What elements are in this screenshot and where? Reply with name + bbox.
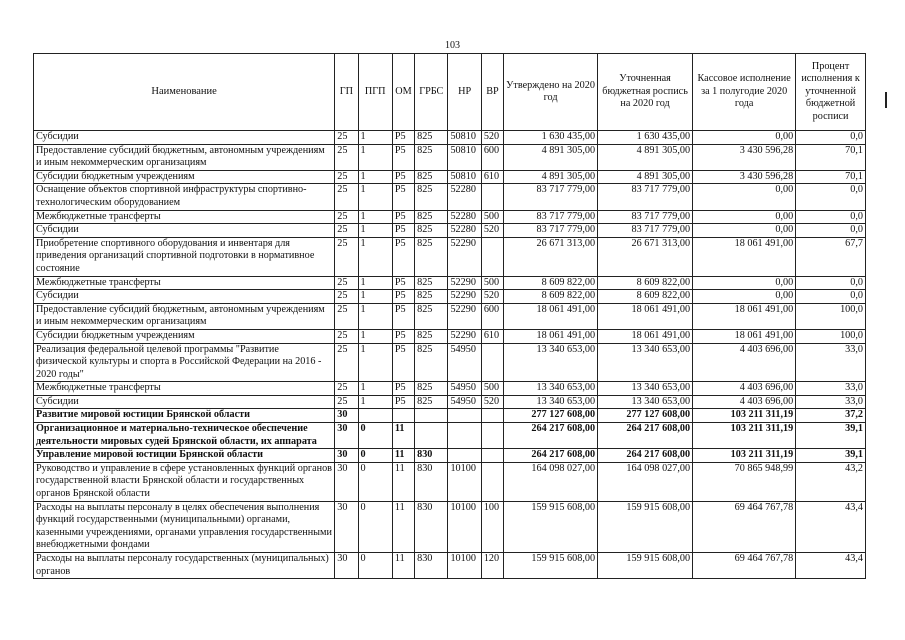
header-approved: Утверждено на 2020 год bbox=[504, 54, 598, 131]
table-row bbox=[34, 170, 866, 184]
row-vr bbox=[481, 449, 503, 463]
row-name: Субсидии bbox=[34, 224, 335, 238]
row-gp: 30 bbox=[335, 501, 358, 552]
row-vr: 610 bbox=[481, 329, 503, 343]
row-om: P5 bbox=[392, 184, 414, 210]
row-grbs bbox=[415, 409, 448, 423]
row-percent: 33,0 bbox=[796, 343, 866, 382]
row-refined: 159 915 608,00 bbox=[598, 553, 693, 579]
row-percent: 43,4 bbox=[796, 501, 866, 552]
row-name: Руководство и управление в сфере установленных функций органов государственной власти Брянской области и государственных органов Брянской области bbox=[34, 462, 335, 501]
row-vr bbox=[481, 409, 503, 423]
row-refined: 18 061 491,00 bbox=[598, 329, 693, 343]
header-om: ОМ bbox=[392, 54, 414, 131]
row-nr bbox=[448, 423, 481, 449]
row-grbs: 825 bbox=[415, 144, 448, 170]
row-vr: 100 bbox=[481, 501, 503, 552]
row-gp: 25 bbox=[335, 170, 358, 184]
row-executed: 69 464 767,78 bbox=[693, 501, 796, 552]
row-approved: 13 340 653,00 bbox=[504, 382, 598, 396]
row-refined: 18 061 491,00 bbox=[598, 303, 693, 329]
header-executed: Кассовое исполнение за 1 полугодие 2020 года bbox=[693, 54, 796, 131]
row-percent: 0,0 bbox=[796, 224, 866, 238]
table-row bbox=[34, 276, 866, 290]
row-name: Управление мировой юстиции Брянской области bbox=[34, 449, 335, 463]
row-pgp: 0 bbox=[358, 423, 392, 449]
row-om: P5 bbox=[392, 276, 414, 290]
row-percent: 70,1 bbox=[796, 144, 866, 170]
row-gp: 25 bbox=[335, 276, 358, 290]
margin-mark bbox=[885, 92, 887, 108]
row-name: Межбюджетные трансферты bbox=[34, 276, 335, 290]
table-row bbox=[34, 423, 866, 449]
row-pgp: 0 bbox=[358, 553, 392, 579]
row-vr: 520 bbox=[481, 131, 503, 145]
row-nr: 50810 bbox=[448, 131, 481, 145]
row-pgp: 1 bbox=[358, 343, 392, 382]
row-executed: 18 061 491,00 bbox=[693, 237, 796, 276]
header-refined: Уточненная бюджетная роспись на 2020 год bbox=[598, 54, 693, 131]
row-percent: 43,2 bbox=[796, 462, 866, 501]
row-refined: 1 630 435,00 bbox=[598, 131, 693, 145]
row-grbs: 825 bbox=[415, 290, 448, 304]
row-gp: 30 bbox=[335, 409, 358, 423]
row-vr: 500 bbox=[481, 382, 503, 396]
row-vr bbox=[481, 343, 503, 382]
row-percent: 0,0 bbox=[796, 131, 866, 145]
row-approved: 159 915 608,00 bbox=[504, 553, 598, 579]
table-row bbox=[34, 501, 866, 552]
table-row bbox=[34, 462, 866, 501]
row-executed: 18 061 491,00 bbox=[693, 303, 796, 329]
row-nr: 50810 bbox=[448, 144, 481, 170]
row-pgp: 1 bbox=[358, 210, 392, 224]
row-grbs: 830 bbox=[415, 462, 448, 501]
table-row bbox=[34, 553, 866, 579]
row-approved: 83 717 779,00 bbox=[504, 224, 598, 238]
row-percent: 0,0 bbox=[796, 290, 866, 304]
row-om: 11 bbox=[392, 501, 414, 552]
page-number: 103 bbox=[445, 40, 460, 51]
row-refined: 264 217 608,00 bbox=[598, 423, 693, 449]
row-name: Расходы на выплаты персоналу в целях обеспечения выполнения функций государственными (муниципальными) органами, казенными учреждениями, органами управления государственными внебюджетными фондами bbox=[34, 501, 335, 552]
row-approved: 264 217 608,00 bbox=[504, 423, 598, 449]
row-approved: 83 717 779,00 bbox=[504, 184, 598, 210]
row-pgp: 1 bbox=[358, 237, 392, 276]
row-gp: 25 bbox=[335, 144, 358, 170]
header-vr: ВР bbox=[481, 54, 503, 131]
row-refined: 164 098 027,00 bbox=[598, 462, 693, 501]
row-name: Организационное и материально-техническое обеспечение деятельности мировых судей Брянской области, их аппарата bbox=[34, 423, 335, 449]
row-executed: 4 403 696,00 bbox=[693, 343, 796, 382]
row-approved: 1 630 435,00 bbox=[504, 131, 598, 145]
row-pgp: 0 bbox=[358, 501, 392, 552]
row-name: Развитие мировой юстиции Брянской области bbox=[34, 409, 335, 423]
row-nr: 52290 bbox=[448, 276, 481, 290]
row-approved: 159 915 608,00 bbox=[504, 501, 598, 552]
row-refined: 83 717 779,00 bbox=[598, 210, 693, 224]
row-grbs: 830 bbox=[415, 501, 448, 552]
row-approved: 164 098 027,00 bbox=[504, 462, 598, 501]
table-row bbox=[34, 131, 866, 145]
row-refined: 264 217 608,00 bbox=[598, 449, 693, 463]
row-name: Субсидии бюджетным учреждениям bbox=[34, 170, 335, 184]
row-executed: 18 061 491,00 bbox=[693, 329, 796, 343]
row-name: Реализация федеральной целевой программы "Развитие физической культуры и спорта в Российской Федерации на 2016 - 2020 годы" bbox=[34, 343, 335, 382]
row-executed: 0,00 bbox=[693, 131, 796, 145]
row-refined: 4 891 305,00 bbox=[598, 170, 693, 184]
row-name: Субсидии bbox=[34, 395, 335, 409]
row-pgp: 1 bbox=[358, 131, 392, 145]
row-name: Приобретение спортивного оборудования и инвентаря для приведения организаций спортивной подготовки в нормативное состояние bbox=[34, 237, 335, 276]
table-row bbox=[34, 237, 866, 276]
row-pgp: 0 bbox=[358, 462, 392, 501]
row-nr: 54950 bbox=[448, 382, 481, 396]
row-grbs: 825 bbox=[415, 303, 448, 329]
row-approved: 26 671 313,00 bbox=[504, 237, 598, 276]
row-grbs: 825 bbox=[415, 170, 448, 184]
row-nr: 10100 bbox=[448, 462, 481, 501]
row-pgp: 1 bbox=[358, 224, 392, 238]
row-executed: 0,00 bbox=[693, 276, 796, 290]
row-grbs: 825 bbox=[415, 184, 448, 210]
row-percent: 33,0 bbox=[796, 382, 866, 396]
row-name: Расходы на выплаты персоналу государственных (муниципальных) органов bbox=[34, 553, 335, 579]
row-name: Межбюджетные трансферты bbox=[34, 382, 335, 396]
row-pgp: 1 bbox=[358, 382, 392, 396]
row-om: P5 bbox=[392, 144, 414, 170]
row-percent: 39,1 bbox=[796, 423, 866, 449]
row-name: Субсидии бюджетным учреждениям bbox=[34, 329, 335, 343]
row-grbs: 830 bbox=[415, 449, 448, 463]
row-name: Предоставление субсидий бюджетным, автономным учреждениям и иным некоммерческим организациям bbox=[34, 144, 335, 170]
row-vr: 500 bbox=[481, 210, 503, 224]
row-percent: 0,0 bbox=[796, 184, 866, 210]
row-gp: 25 bbox=[335, 290, 358, 304]
row-om: P5 bbox=[392, 290, 414, 304]
row-executed: 0,00 bbox=[693, 224, 796, 238]
row-nr: 52290 bbox=[448, 290, 481, 304]
row-grbs: 825 bbox=[415, 237, 448, 276]
row-refined: 277 127 608,00 bbox=[598, 409, 693, 423]
table-row bbox=[34, 395, 866, 409]
row-name: Оснащение объектов спортивной инфраструктуры спортивно-технологическим оборудованием bbox=[34, 184, 335, 210]
row-nr: 52290 bbox=[448, 303, 481, 329]
row-executed: 3 430 596,28 bbox=[693, 144, 796, 170]
row-approved: 8 609 822,00 bbox=[504, 290, 598, 304]
row-percent: 33,0 bbox=[796, 395, 866, 409]
row-grbs: 825 bbox=[415, 224, 448, 238]
row-om: 11 bbox=[392, 423, 414, 449]
row-percent: 43,4 bbox=[796, 553, 866, 579]
table-row bbox=[34, 144, 866, 170]
row-gp: 25 bbox=[335, 237, 358, 276]
row-vr: 520 bbox=[481, 395, 503, 409]
row-pgp bbox=[358, 409, 392, 423]
row-approved: 18 061 491,00 bbox=[504, 329, 598, 343]
row-vr bbox=[481, 237, 503, 276]
table-row bbox=[34, 303, 866, 329]
row-om: P5 bbox=[392, 170, 414, 184]
row-om: P5 bbox=[392, 131, 414, 145]
row-vr: 500 bbox=[481, 276, 503, 290]
row-om: 11 bbox=[392, 553, 414, 579]
row-vr: 610 bbox=[481, 170, 503, 184]
header-percent: Процент исполнения к уточненной бюджетной росписи bbox=[796, 54, 866, 131]
row-name: Субсидии bbox=[34, 290, 335, 304]
row-percent: 0,0 bbox=[796, 210, 866, 224]
row-nr: 52290 bbox=[448, 329, 481, 343]
row-executed: 0,00 bbox=[693, 290, 796, 304]
row-gp: 30 bbox=[335, 462, 358, 501]
row-executed: 103 211 311,19 bbox=[693, 409, 796, 423]
row-percent: 70,1 bbox=[796, 170, 866, 184]
table-row bbox=[34, 184, 866, 210]
row-percent: 0,0 bbox=[796, 276, 866, 290]
row-refined: 83 717 779,00 bbox=[598, 184, 693, 210]
row-nr: 52280 bbox=[448, 210, 481, 224]
row-gp: 25 bbox=[335, 329, 358, 343]
row-percent: 100,0 bbox=[796, 329, 866, 343]
row-executed: 103 211 311,19 bbox=[693, 449, 796, 463]
header-grbs: ГРБС bbox=[415, 54, 448, 131]
row-gp: 30 bbox=[335, 423, 358, 449]
row-nr: 50810 bbox=[448, 170, 481, 184]
row-refined: 8 609 822,00 bbox=[598, 276, 693, 290]
row-executed: 0,00 bbox=[693, 210, 796, 224]
row-om: 11 bbox=[392, 449, 414, 463]
row-vr: 600 bbox=[481, 303, 503, 329]
row-percent: 37,2 bbox=[796, 409, 866, 423]
row-executed: 3 430 596,28 bbox=[693, 170, 796, 184]
row-name: Субсидии bbox=[34, 131, 335, 145]
row-gp: 30 bbox=[335, 449, 358, 463]
row-vr: 520 bbox=[481, 290, 503, 304]
row-approved: 4 891 305,00 bbox=[504, 144, 598, 170]
row-executed: 69 464 767,78 bbox=[693, 553, 796, 579]
row-om: P5 bbox=[392, 237, 414, 276]
row-gp: 25 bbox=[335, 224, 358, 238]
row-executed: 4 403 696,00 bbox=[693, 395, 796, 409]
table-row bbox=[34, 329, 866, 343]
row-pgp: 1 bbox=[358, 184, 392, 210]
row-om: P5 bbox=[392, 303, 414, 329]
row-gp: 25 bbox=[335, 382, 358, 396]
header-pgp: ПГП bbox=[358, 54, 392, 131]
row-vr: 520 bbox=[481, 224, 503, 238]
row-grbs: 830 bbox=[415, 553, 448, 579]
row-pgp: 1 bbox=[358, 276, 392, 290]
row-grbs: 825 bbox=[415, 395, 448, 409]
table-body bbox=[34, 131, 866, 579]
row-nr: 52280 bbox=[448, 184, 481, 210]
row-executed: 70 865 948,99 bbox=[693, 462, 796, 501]
row-om: P5 bbox=[392, 329, 414, 343]
row-refined: 13 340 653,00 bbox=[598, 382, 693, 396]
row-pgp: 1 bbox=[358, 303, 392, 329]
row-approved: 277 127 608,00 bbox=[504, 409, 598, 423]
row-om: 11 bbox=[392, 462, 414, 501]
row-grbs bbox=[415, 423, 448, 449]
row-refined: 4 891 305,00 bbox=[598, 144, 693, 170]
row-pgp: 1 bbox=[358, 395, 392, 409]
row-approved: 83 717 779,00 bbox=[504, 210, 598, 224]
row-percent: 100,0 bbox=[796, 303, 866, 329]
row-nr: 10100 bbox=[448, 501, 481, 552]
row-pgp: 0 bbox=[358, 449, 392, 463]
row-grbs: 825 bbox=[415, 382, 448, 396]
row-om bbox=[392, 409, 414, 423]
row-om: P5 bbox=[392, 224, 414, 238]
row-pgp: 1 bbox=[358, 290, 392, 304]
table-row bbox=[34, 290, 866, 304]
row-gp: 25 bbox=[335, 131, 358, 145]
row-gp: 25 bbox=[335, 210, 358, 224]
row-approved: 13 340 653,00 bbox=[504, 395, 598, 409]
row-grbs: 825 bbox=[415, 131, 448, 145]
row-grbs: 825 bbox=[415, 343, 448, 382]
row-om: P5 bbox=[392, 382, 414, 396]
row-nr: 54950 bbox=[448, 343, 481, 382]
budget-execution-table bbox=[33, 53, 866, 579]
row-approved: 8 609 822,00 bbox=[504, 276, 598, 290]
row-om: P5 bbox=[392, 210, 414, 224]
row-nr: 54950 bbox=[448, 395, 481, 409]
row-percent: 39,1 bbox=[796, 449, 866, 463]
row-approved: 13 340 653,00 bbox=[504, 343, 598, 382]
row-name: Межбюджетные трансферты bbox=[34, 210, 335, 224]
row-grbs: 825 bbox=[415, 210, 448, 224]
row-pgp: 1 bbox=[358, 329, 392, 343]
row-name: Предоставление субсидий бюджетным, автономным учреждениям и иным некоммерческим организациям bbox=[34, 303, 335, 329]
row-approved: 264 217 608,00 bbox=[504, 449, 598, 463]
row-refined: 83 717 779,00 bbox=[598, 224, 693, 238]
row-vr bbox=[481, 462, 503, 501]
header-name: Наименование bbox=[34, 54, 335, 131]
row-gp: 25 bbox=[335, 303, 358, 329]
row-nr: 52290 bbox=[448, 237, 481, 276]
header-gp: ГП bbox=[335, 54, 358, 131]
header-row bbox=[34, 54, 866, 131]
row-nr bbox=[448, 409, 481, 423]
table-row bbox=[34, 210, 866, 224]
row-refined: 8 609 822,00 bbox=[598, 290, 693, 304]
row-approved: 4 891 305,00 bbox=[504, 170, 598, 184]
row-grbs: 825 bbox=[415, 276, 448, 290]
row-pgp: 1 bbox=[358, 144, 392, 170]
row-executed: 103 211 311,19 bbox=[693, 423, 796, 449]
row-om: P5 bbox=[392, 343, 414, 382]
row-vr bbox=[481, 423, 503, 449]
table-row bbox=[34, 382, 866, 396]
row-executed: 0,00 bbox=[693, 184, 796, 210]
row-refined: 26 671 313,00 bbox=[598, 237, 693, 276]
row-nr: 10100 bbox=[448, 553, 481, 579]
row-refined: 13 340 653,00 bbox=[598, 395, 693, 409]
row-gp: 25 bbox=[335, 395, 358, 409]
table-row bbox=[34, 449, 866, 463]
table-row bbox=[34, 343, 866, 382]
row-nr bbox=[448, 449, 481, 463]
row-pgp: 1 bbox=[358, 170, 392, 184]
row-percent: 67,7 bbox=[796, 237, 866, 276]
row-executed: 4 403 696,00 bbox=[693, 382, 796, 396]
row-refined: 13 340 653,00 bbox=[598, 343, 693, 382]
row-nr: 52280 bbox=[448, 224, 481, 238]
row-grbs: 825 bbox=[415, 329, 448, 343]
table-row bbox=[34, 409, 866, 423]
row-om: P5 bbox=[392, 395, 414, 409]
row-refined: 159 915 608,00 bbox=[598, 501, 693, 552]
row-approved: 18 061 491,00 bbox=[504, 303, 598, 329]
row-gp: 25 bbox=[335, 184, 358, 210]
header-nr: НР bbox=[448, 54, 481, 131]
row-vr bbox=[481, 184, 503, 210]
row-vr: 600 bbox=[481, 144, 503, 170]
row-gp: 25 bbox=[335, 343, 358, 382]
row-gp: 30 bbox=[335, 553, 358, 579]
row-vr: 120 bbox=[481, 553, 503, 579]
table-row bbox=[34, 224, 866, 238]
